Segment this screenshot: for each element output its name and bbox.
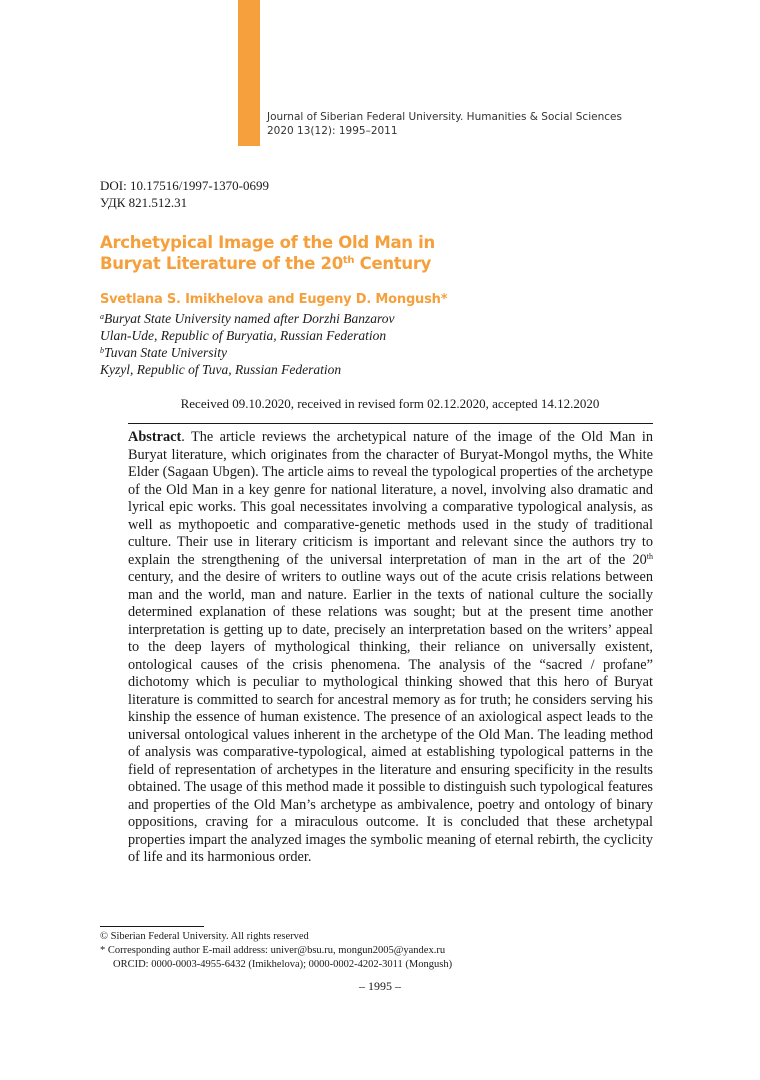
abstract-label: Abstract bbox=[128, 429, 182, 445]
udk: УДК 821.512.31 bbox=[100, 195, 188, 210]
title-line-2-text: Buryat Literature of the 20 bbox=[100, 254, 343, 273]
affiliation-mark: a bbox=[100, 312, 104, 321]
title-line-1: Archetypical Image of the Old Man in bbox=[100, 233, 435, 252]
authors: Svetlana S. Imikhelova and Eugeny D. Mongush* bbox=[100, 292, 448, 307]
footnotes bbox=[100, 930, 452, 972]
abstract-superscript: th bbox=[646, 551, 653, 561]
doi: DOI: 10.17516/1997-1370-0699 bbox=[100, 178, 269, 193]
affiliation-a-location: Ulan-Ude, Republic of Buryatia, Russian Federation bbox=[100, 328, 387, 343]
corresponding-author: * Corresponding author E-mail address: univer@bsu.ru, mongun2005@yandex.ru bbox=[100, 945, 446, 956]
article-title bbox=[100, 232, 435, 274]
affiliation-b bbox=[100, 344, 394, 361]
journal-name: Journal of Siberian Federal University. Humanities & Social Sciences bbox=[267, 111, 622, 123]
copyright-notice: © Siberian Federal University. All rights reserved bbox=[100, 931, 309, 942]
journal-header bbox=[267, 110, 622, 138]
abstract-text-2: century, and the desire of writers to outline ways out of the acute crisis relations between man and the world, man and nature. Earlier in the texts of national culture the socially determined explanation of these relations was sought; but at the present time another interpretation is getting up to date, precisely an interpretation based on the writers’ appeal to the deep layers of mythological thinking, their reliance on universally existent, ontological causes of the crisis phenomena. The analysis of the “sacred / profane” dichotomy which is peculiar to mythological thinking showed that this hero of Buryat literature is committed to search for ancestral memory as for truth; he considers serving his kinship the essence of human existence. The presence of an axiological aspect leads to the universal ontological values inherent in the archetype of the Old Man. The leading method of analysis was comparative-typological, aimed at establishing typological patterns in the field of representation of archetypes in the literature and ensuring specificity in the results obtained. The usage of this method made it possible to distinguish such typological features and properties of the Old Man’s archetype as ambivalence, poetry and ontology of binary oppositions, craving for a miraculous outcome. It is concluded that these archetypal properties impart the analyzed images the symbolic meaning of eternal rebirth, the cyclicity of life and its harmonious order. bbox=[128, 569, 653, 865]
received-dates: Received 09.10.2020, received in revised form 02.12.2020, accepted 14.12.2020 bbox=[180, 396, 600, 411]
journal-volume: 2020 13(12): 1995–2011 bbox=[267, 125, 398, 137]
page-number: – 1995 – bbox=[359, 979, 401, 993]
affiliation-institution: Tuvan State University bbox=[104, 345, 227, 360]
orcid: ORCID: 0000-0003-4955-6432 (Imikhelova); 0000-0002-4202-3011 (Mongush) bbox=[113, 959, 453, 970]
footnote-divider bbox=[100, 926, 204, 927]
affiliations bbox=[100, 310, 394, 378]
title-superscript: th bbox=[342, 255, 355, 266]
abstract bbox=[128, 429, 653, 867]
abstract-divider bbox=[128, 423, 653, 424]
title-line-2-end: Century bbox=[354, 254, 432, 273]
affiliation-b-location: Kyzyl, Republic of Tuva, Russian Federation bbox=[100, 362, 342, 377]
affiliation-mark: b bbox=[100, 346, 104, 355]
affiliation-a bbox=[100, 310, 394, 327]
abstract-text-1: . The article reviews the archetypical nature of the image of the Old Man in Buryat literature, which originates from the character of Buryat-Mongol myths, the White Elder (Sagaan Ubgen). The article aims to reveal the typological properties of the archetype of the Old Man in a key genre for national literature, a novel, involving also dramatic and lyrical epic works. This goal necessitates involving a comparative typological analysis, as well as mythopoetic and comparative-genetic methods used in the study of traditional culture. Their use in literary criticism is important and relevant since the authors try to explain the strengthening of the universal interpretation of man in the art of the 20 bbox=[128, 429, 653, 568]
article-identifiers bbox=[100, 177, 269, 211]
title-line-2 bbox=[100, 254, 431, 273]
journal-accent-bar bbox=[238, 0, 260, 146]
affiliation-institution: Buryat State University named after Dorzhi Banzarov bbox=[104, 311, 395, 326]
